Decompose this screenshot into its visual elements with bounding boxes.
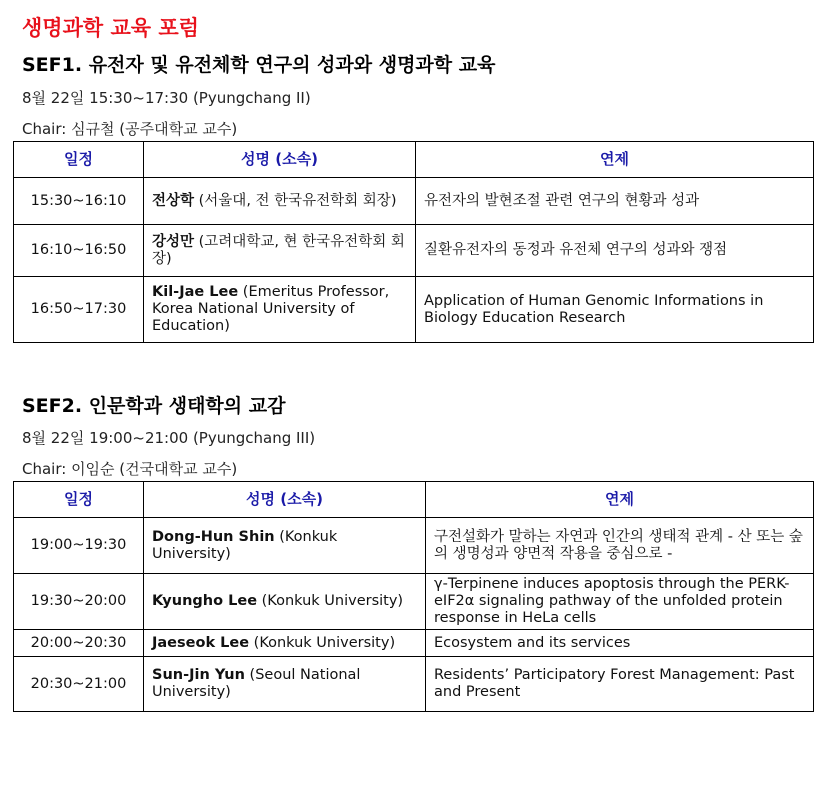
speaker-affiliation: (Konkuk University) [257, 593, 404, 609]
session-1-title: SEF1. 유전자 및 유전체학 연구의 성과와 생명과학 교육 [22, 54, 496, 76]
row-speaker [144, 657, 426, 712]
header-topic: 연제 [416, 142, 814, 178]
session-2-table [13, 481, 814, 712]
forum-title: 생명과학 교육 포럼 [22, 16, 199, 40]
session-2-title: SEF2. 인문학과 생태학의 교감 [22, 395, 286, 417]
speaker-affiliation: (서울대, 전 한국유전학회 회장) [194, 192, 397, 209]
row-time: 20:30~21:00 [14, 657, 144, 712]
speaker-affiliation: (Konkuk University) [249, 634, 396, 651]
table-row [14, 518, 814, 574]
row-time: 19:30~20:00 [14, 574, 144, 630]
header-name: 성명 (소속) [144, 482, 426, 518]
row-speaker [144, 178, 416, 225]
table-row [14, 178, 814, 225]
table-header-row [14, 142, 814, 178]
speaker-name: 강성만 [152, 233, 195, 250]
row-speaker [144, 574, 426, 630]
row-speaker [144, 630, 426, 657]
speaker-affiliation: (Emeritus Professor, Korea National University of Education) [152, 284, 390, 334]
row-topic: 유전자의 발현조절 관련 연구의 현황과 성과 [416, 178, 814, 225]
row-topic: γ-Terpinene induces apoptosis through the PERK-eIF2α signaling pathway of the unfolded protein response in HeLa cells [426, 574, 814, 630]
session-2-datetime: 8월 22일 19:00~21:00 (Pyungchang III) [22, 429, 316, 447]
row-speaker [144, 518, 426, 574]
table-row [14, 225, 814, 277]
row-time: 19:00~19:30 [14, 518, 144, 574]
speaker-name: Kil-Jae Lee [152, 284, 239, 300]
speaker-affiliation: (고려대학교, 현 한국유전학회 회장) [152, 233, 405, 267]
header-time: 일정 [14, 142, 144, 178]
session-1-chair: Chair: 심규철 (공주대학교 교수) [22, 120, 238, 138]
table-row [14, 657, 814, 712]
table-row [14, 277, 814, 343]
session-1-table [13, 141, 814, 343]
header-topic: 연제 [426, 482, 814, 518]
session-1-datetime: 8월 22일 15:30~17:30 (Pyungchang II) [22, 89, 311, 107]
speaker-name: 전상학 [152, 192, 195, 209]
speaker-affiliation: (Konkuk University) [152, 528, 338, 562]
row-topic: Ecosystem and its services [426, 630, 814, 657]
speaker-name: Jaeseok Lee [152, 634, 250, 651]
speaker-name: Sun-Jin Yun [152, 667, 245, 683]
table-row [14, 574, 814, 630]
row-time: 16:10~16:50 [14, 225, 144, 277]
row-speaker [144, 277, 416, 343]
speaker-affiliation: (Seoul National University) [152, 667, 361, 700]
table-header-row [14, 482, 814, 518]
row-time: 15:30~16:10 [14, 178, 144, 225]
row-topic: 질환유전자의 동정과 유전체 연구의 성과와 쟁점 [416, 225, 814, 277]
row-speaker [144, 225, 416, 277]
session-2-chair: Chair: 이임순 (건국대학교 교수) [22, 460, 238, 478]
speaker-name: Kyungho Lee [152, 593, 258, 609]
header-name: 성명 (소속) [144, 142, 416, 178]
row-topic: Residents’ Participatory Forest Management: Past and Present [426, 657, 814, 712]
row-time: 16:50~17:30 [14, 277, 144, 343]
row-topic: 구전설화가 말하는 자연과 인간의 생태적 관계 - 산 또는 숲의 생명성과 양면적 작용을 중심으로 - [426, 518, 814, 574]
table-row [14, 630, 814, 657]
header-time: 일정 [14, 482, 144, 518]
row-topic: Application of Human Genomic Informations in Biology Education Research [416, 277, 814, 343]
speaker-name: Dong-Hun Shin [152, 528, 275, 545]
row-time: 20:00~20:30 [14, 630, 144, 657]
